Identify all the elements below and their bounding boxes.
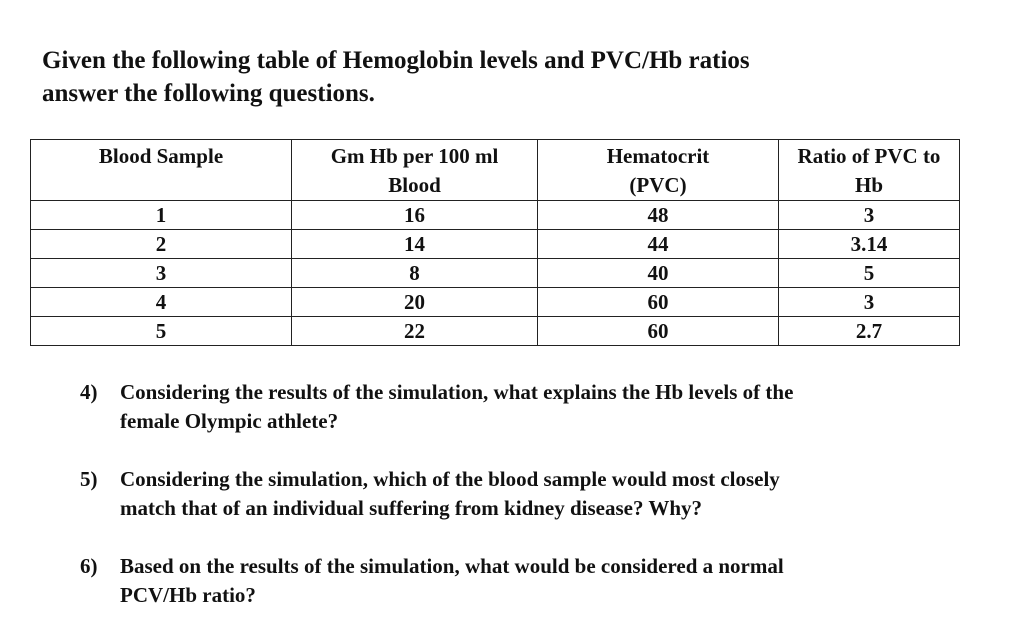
question-text: Considering the simulation, which of the blood sample would most closely [120,467,780,491]
cell-hematocrit: 44 [538,230,779,259]
cell-ratio: 5 [779,259,960,288]
question-item [80,465,960,523]
heading-line-1: Given the following table of Hemoglobin levels and PVC/Hb ratios [42,47,750,74]
header-hematocrit [538,140,779,201]
question-text: Based on the results of the simulation, what would be considered a normal [120,554,784,578]
cell-sample: 4 [31,288,292,317]
heading-line-2: answer the following questions. [42,80,375,107]
table-row [31,230,960,259]
header-text: Blood [388,173,441,197]
question-item [80,552,960,610]
hemoglobin-table [30,139,960,346]
cell-sample: 3 [31,259,292,288]
table-row [31,288,960,317]
cell-ratio: 3.14 [779,230,960,259]
cell-ratio: 3 [779,201,960,230]
question-text: Considering the results of the simulation, what explains the Hb levels of the [120,380,794,404]
cell-sample: 1 [31,201,292,230]
cell-sample: 5 [31,317,292,346]
cell-hematocrit: 48 [538,201,779,230]
header-text: Ratio of PVC to [797,144,941,168]
question-item [80,378,960,436]
header-text: Blood Sample [98,144,224,168]
cell-gm-hb: 22 [292,317,538,346]
header-text: Gm Hb per 100 ml [330,144,499,168]
question-list [80,378,960,639]
page-heading [42,44,942,110]
table-header-row [31,140,960,201]
header-text: Hematocrit [606,144,710,168]
question-text: PCV/Hb ratio? [120,583,256,607]
header-gm-hb [292,140,538,201]
header-text: (PVC) [629,173,687,197]
table-row [31,317,960,346]
cell-sample: 2 [31,230,292,259]
header-text: Hb [854,173,883,197]
question-number: 6) [80,554,98,578]
table-row [31,201,960,230]
question-text: match that of an individual suffering from kidney disease? Why? [120,496,703,520]
cell-gm-hb: 8 [292,259,538,288]
cell-ratio: 3 [779,288,960,317]
cell-gm-hb: 14 [292,230,538,259]
cell-gm-hb: 20 [292,288,538,317]
question-number: 4) [80,380,98,404]
cell-hematocrit: 60 [538,317,779,346]
cell-hematocrit: 40 [538,259,779,288]
cell-ratio: 2.7 [779,317,960,346]
header-blood-sample [31,140,292,201]
cell-hematocrit: 60 [538,288,779,317]
question-number: 5) [80,467,98,491]
cell-gm-hb: 16 [292,201,538,230]
header-ratio [779,140,960,201]
question-text: female Olympic athlete? [120,409,339,433]
table-row [31,259,960,288]
